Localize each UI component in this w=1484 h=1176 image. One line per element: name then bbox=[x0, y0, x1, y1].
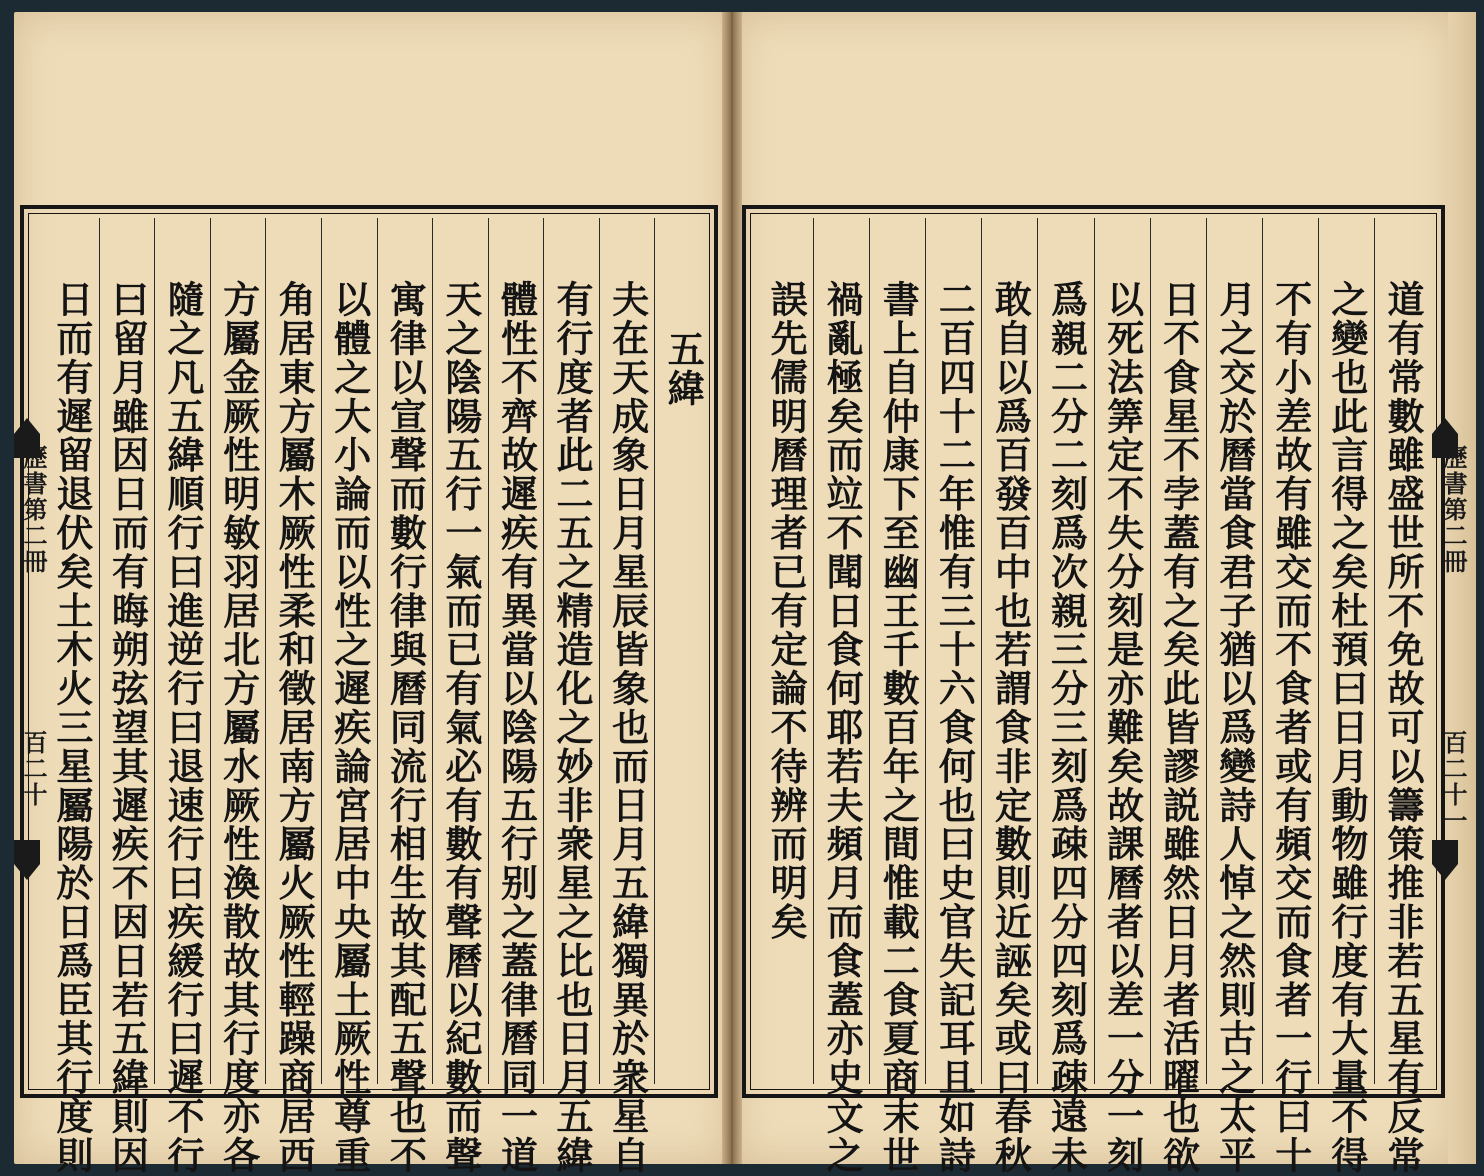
text-column: 二百四十二年惟有三十六食何也曰史官失記耳且如詩 bbox=[932, 280, 977, 1175]
page-edge bbox=[1448, 12, 1476, 1164]
left-text-columns bbox=[44, 218, 710, 1175]
right-column-9 bbox=[925, 218, 981, 1175]
left-column-2 bbox=[543, 218, 599, 1175]
right-text-columns bbox=[758, 218, 1430, 1175]
folio-number-right: 百二十一 bbox=[1439, 730, 1468, 834]
left-column-5 bbox=[377, 218, 433, 1175]
text-column: 寓律以宣聲而數行律與曆同流行相生故其配五聲也不 bbox=[383, 280, 428, 1175]
right-column-2 bbox=[1318, 218, 1374, 1175]
spine-title-right: 歷書第二冊 bbox=[1439, 445, 1468, 575]
text-column: 體性不齊故遲疾有異當以陰陽五行别之蓋律曆同一道 bbox=[494, 280, 539, 1175]
left-column-3 bbox=[488, 218, 544, 1175]
text-column: 誤先儒明曆理者已有定論不待辨而明矣 bbox=[764, 280, 809, 942]
text-column: 月之交於曆當食君子猶以爲變詩人悼之然則古之太平 bbox=[1212, 280, 1257, 1175]
left-column-9 bbox=[154, 218, 210, 1175]
text-column: 角居東方屬木厥性柔和徵居南方屬火厥性輕躁商居西 bbox=[272, 280, 317, 1175]
right-column-6 bbox=[1094, 218, 1150, 1175]
left-column-4 bbox=[432, 218, 488, 1175]
left-column-8 bbox=[210, 218, 266, 1175]
text-column: 夫在天成象日月星辰皆象也而日月五緯獨異於衆星自 bbox=[605, 280, 650, 1175]
text-column: 之變也此言得之矣杜預曰日月動物雖行度有大量不得 bbox=[1324, 280, 1369, 1175]
text-column: 曰留月雖因日而有晦朔弦望其遲疾不因日若五緯則因 bbox=[105, 280, 150, 1175]
text-column: 以體之大小論而以性之遲疾論宮居中央屬土厥性尊重 bbox=[327, 280, 372, 1175]
left-column-1 bbox=[599, 218, 655, 1175]
right-column-3 bbox=[1262, 218, 1318, 1175]
text-column: 禍亂極矣而竝不聞日食何耶若夫頻月而食蓋亦史文之 bbox=[820, 280, 865, 1175]
left-column-11 bbox=[44, 218, 99, 1175]
left-column-10 bbox=[99, 218, 155, 1175]
text-column: 不有小差故有雖交而不食者或有頻交而食者一行曰十 bbox=[1268, 280, 1313, 1175]
right-column-10 bbox=[869, 218, 925, 1175]
text-column: 日而有遲留退伏矣土木火三星屬陽於日爲臣其行度則 bbox=[49, 280, 94, 1175]
left-column-7 bbox=[265, 218, 321, 1175]
left-column-heading bbox=[654, 218, 710, 1084]
text-column: 書上自仲康下至幽王千數百年之間惟載二食夏商末世 bbox=[876, 280, 921, 1175]
text-column: 方屬金厥性明敏羽居北方屬水厥性渙散故其行度亦各 bbox=[216, 280, 261, 1175]
folio-number-left: 百二十 bbox=[19, 730, 48, 808]
text-column: 天之陰陽五行一氣而已有氣必有數有聲曆以紀數而聲 bbox=[438, 280, 483, 1175]
section-heading: 五緯 bbox=[661, 330, 706, 408]
left-column-6 bbox=[321, 218, 377, 1175]
right-column-5 bbox=[1150, 218, 1206, 1175]
right-column-7 bbox=[1037, 218, 1093, 1175]
right-column-12 bbox=[758, 218, 813, 1084]
spine-title-left: 歷書第二冊 bbox=[19, 445, 48, 575]
right-column-4 bbox=[1206, 218, 1262, 1175]
right-column-1 bbox=[1374, 218, 1430, 1175]
text-column: 爲親二分二刻爲次親三分三刻爲疎四分四刻爲疎遠未 bbox=[1044, 280, 1089, 1175]
text-column: 敢自以爲百發百中也若謂食非定數則近誣矣或曰春秋 bbox=[988, 280, 1033, 1175]
text-column: 道有常數雖盛世所不免故可以籌策推非若五星有反常 bbox=[1380, 280, 1425, 1175]
text-column: 隨之凡五緯順行曰進逆行曰退速行曰疾緩行曰遲不行 bbox=[161, 280, 205, 1175]
book-gutter bbox=[722, 12, 742, 1164]
text-column: 以死法筭定不失分刻是亦難矣故課曆者以差一分一刻 bbox=[1100, 280, 1145, 1175]
text-column: 日不食星不孛蓋有之矣此皆謬説雖然日月者活曜也欲 bbox=[1156, 280, 1201, 1175]
text-column: 有行度者此二五之精造化之妙非衆星之比也日月五緯 bbox=[550, 280, 595, 1175]
right-column-8 bbox=[981, 218, 1037, 1175]
right-column-11 bbox=[813, 218, 869, 1175]
